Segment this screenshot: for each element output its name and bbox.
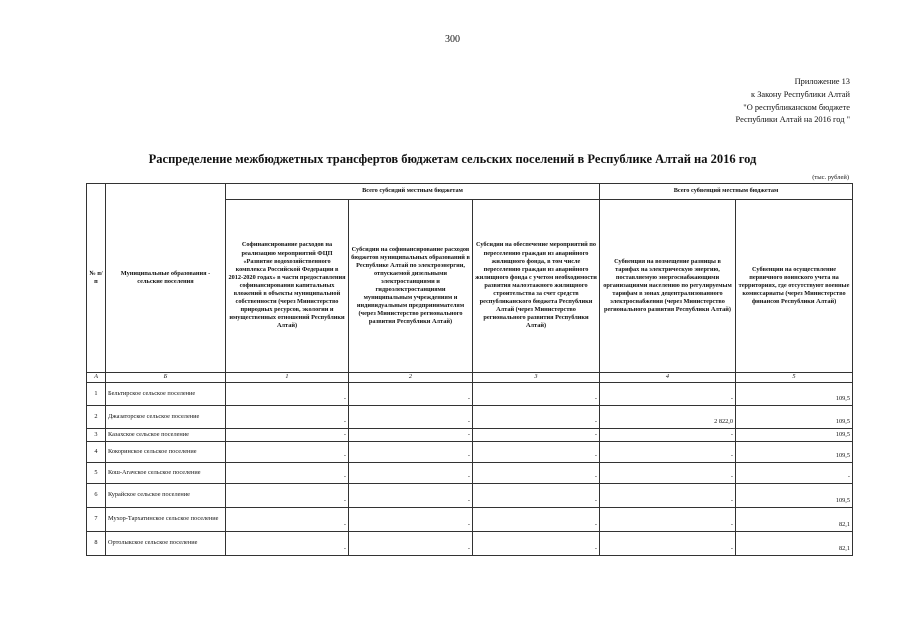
value-cell-col5: 109,5 [736,484,853,508]
index-cell: 3 [473,373,600,383]
index-cell: А [87,373,106,383]
value-cell-col4: - [600,484,736,508]
value-cell-col3: - [473,442,600,463]
value-cell-col4: - [600,532,736,556]
row-number-cell: 6 [87,484,106,508]
value-cell-col1: - [226,508,349,532]
row-number-cell: 7 [87,508,106,532]
value-cell-col4: - [600,442,736,463]
table-row [87,429,853,442]
value-cell-col2: - [349,484,473,508]
value-cell-col2: - [349,383,473,406]
value-cell-col5: 82,1 [736,508,853,532]
value-cell-col2: - [349,463,473,484]
value-cell-col5: 109,5 [736,383,853,406]
value-cell-col1: - [226,406,349,429]
table-row [87,532,853,556]
value-cell-col1: - [226,429,349,442]
municipality-name-cell: Курайское сельское поселение [106,484,226,508]
index-cell: 4 [600,373,736,383]
value-cell-col4: - [600,429,736,442]
index-cell: 5 [736,373,853,383]
column-header-4: Субвенция на возмещение разницы в тарифах на электрическую энергию, поставляемую энергоснабжающими организациями населению по регулируемым тарифам в зонах децентрализованного электроснабжения (через Министерство регионального развития Республики Алтай) [600,200,736,373]
value-cell-col2: - [349,406,473,429]
appendix-line-4: Республики Алтай на 2016 год " [735,115,850,125]
index-cell: 2 [349,373,473,383]
column-header-3: Субсидии на обеспечение мероприятий по переселению граждан из аварийного жилищного фонда, в том числе переселению граждан из аварийного жилищного фонда с учетом необходимости развития малоэтажного жилищного строительства за счет средств республиканского бюджета Республики Алтай (через Министерство регионального развития Республики Алтай) [473,200,600,373]
value-cell-col1: - [226,463,349,484]
table-row [87,508,853,532]
index-row [87,373,853,383]
row-number-cell: 8 [87,532,106,556]
table-row [87,442,853,463]
value-cell-col3: - [473,532,600,556]
header-group-row [87,184,853,200]
value-cell-col1: - [226,442,349,463]
municipality-name-cell: Мухор-Тархатинское сельское поселение [106,508,226,532]
row-number-cell: 4 [87,442,106,463]
value-cell-col2: - [349,442,473,463]
value-cell-col2: - [349,508,473,532]
municipality-name-cell: Джазаторское сельское поселение [106,406,226,429]
document-title: Распределение межбюджетных трансфертов бюджетам сельских поселений в Республике Алтай на 2016 год [148,152,757,166]
municipality-name-cell: Казахское сельское поселение [106,429,226,442]
table-row [87,463,853,484]
index-cell: Б [106,373,226,383]
value-cell-col4: - [600,383,736,406]
value-cell-col3: - [473,383,600,406]
appendix-line-2: к Закону Республики Алтай [751,89,850,99]
row-number-cell: 2 [87,406,106,429]
column-header-5: Субвенции на осуществление первичного воинского учета на территориях, где отсутствуют военные комиссариаты (через Министерство финансов Республики Алтай) [736,200,853,373]
row-number-cell: 1 [87,383,106,406]
group-header-subsidies: Всего субсидий местным бюджетам [226,184,600,200]
value-cell-col1: - [226,383,349,406]
value-cell-col3: - [473,463,600,484]
appendix-header [736,76,850,127]
value-cell-col1: - [226,532,349,556]
value-cell-col3: - [473,406,600,429]
group-header-subventions: Всего субвенций местным бюджетам [600,184,853,200]
municipality-name-cell: Бельтирское сельское поселение [106,383,226,406]
value-cell-col4: - [600,508,736,532]
row-number-cell: 3 [87,429,106,442]
table-row [87,406,853,429]
table-row [87,383,853,406]
value-cell-col4: - [600,463,736,484]
table-row [87,484,853,508]
value-cell-col5: 109,5 [736,442,853,463]
page-number: 300 [445,34,460,45]
column-header-2: Субсидии на софинансирование расходов бюджетов муниципальных образований в Республике Алтай по электроэнергии, отпускаемой дизельными электростанциями и гидроэлектростанциями муниципальным учреждениям и индивидуальным предпринимателям (через Министерство регионального развития Республики Алтай) [349,200,473,373]
value-cell-col3: - [473,429,600,442]
value-cell-col1: - [226,484,349,508]
units-note: (тыс. рублей) [812,174,849,181]
value-cell-col4: 2 822,0 [600,406,736,429]
index-cell: 1 [226,373,349,383]
column-header-1: Софинансирование расходов на реализацию мероприятий ФЦП «Развитие водохозяйственного комплекса Российской Федерации в 2012-2020 годах» в части предоставления софинансирования капитальных вложений в объекты муниципальной собственности (через Министерство природных ресурсов, экологии и имущественных отношений Республики Алтай) [226,200,349,373]
transfers-table [86,183,853,556]
appendix-line-1: Приложение 13 [794,77,850,86]
value-cell-col5: 109,5 [736,429,853,442]
municipality-name-cell: Ортолыкское сельское поселение [106,532,226,556]
value-cell-col5: - [736,463,853,484]
value-cell-col3: - [473,484,600,508]
value-cell-col5: 82,1 [736,532,853,556]
municipality-name-cell: Кокоринское сельское поселение [106,442,226,463]
appendix-line-3: "О республиканском бюджете [743,102,850,112]
value-cell-col5: 109,5 [736,406,853,429]
value-cell-col2: - [349,429,473,442]
value-cell-col3: - [473,508,600,532]
column-header-no: № п/п [87,184,106,373]
row-number-cell: 5 [87,463,106,484]
municipality-name-cell: Кош-Агачское сельское поселение [106,463,226,484]
value-cell-col2: - [349,532,473,556]
column-header-municipality: Муниципальные образования - сельские поселения [106,184,226,373]
